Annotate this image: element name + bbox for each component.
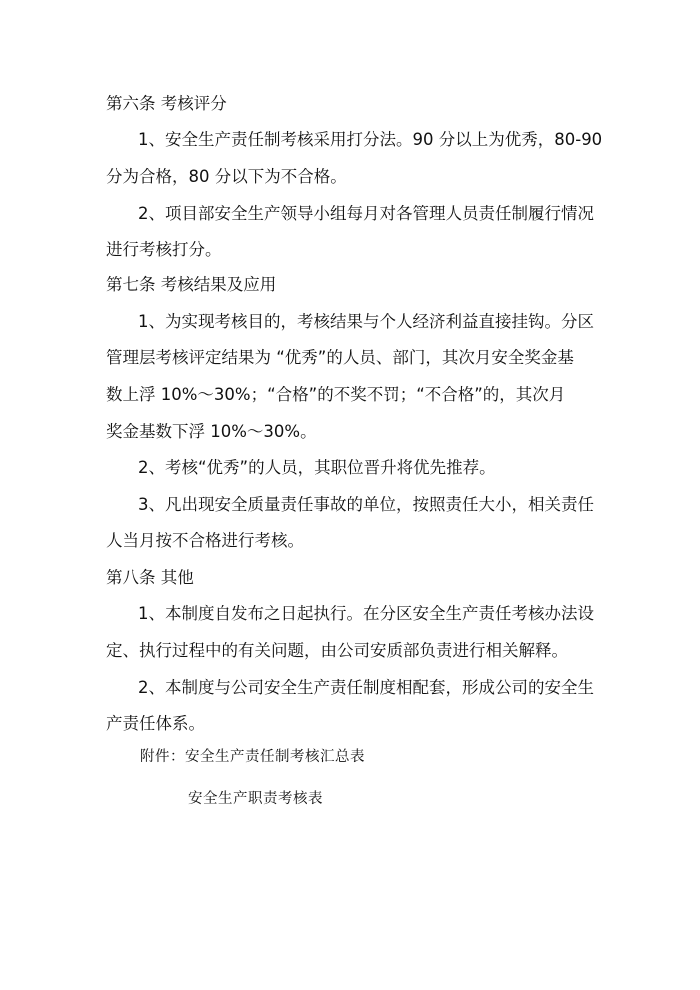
paragraph-line: 管理层考核评定结果为 “优秀”的人员、部门，其次月安全奖金基 <box>106 348 574 367</box>
paragraph-line: 2、项目部安全生产领导小组每月对各管理人员责任制履行情况 <box>138 204 594 223</box>
paragraph-line: 进行考核打分。 <box>106 240 222 259</box>
paragraph-line: 2、考核“优秀”的人员，其职位晋升将优先推荐。 <box>138 458 496 477</box>
paragraph-line: 1、安全生产责任制考核采用打分法。90 分以上为优秀，80-90 <box>138 130 603 149</box>
paragraph-line: 定、执行过程中的有关问题，由公司安质部负责进行相关解释。 <box>106 641 568 660</box>
paragraph-line: 1、为实现考核目的，考核结果与个人经济利益直接挂钩。分区 <box>138 312 594 331</box>
paragraph-line: 1、本制度自发布之日起执行。在分区安全生产责任考核办法设 <box>138 604 594 623</box>
paragraph-line: 人当月按不合格进行考核。 <box>106 531 304 550</box>
section-heading-6: 第六条 考核评分 <box>106 94 227 113</box>
appendix-line-1: 附件：安全生产责任制考核汇总表 <box>140 749 365 765</box>
paragraph-line: 数上浮 10%～30%；“合格”的不奖不罚；“不合格”的，其次月 <box>106 385 566 404</box>
paragraph-line: 分为合格，80 分以下为不合格。 <box>106 167 347 186</box>
section-heading-8: 第八条 其他 <box>106 568 194 587</box>
appendix-line-2: 安全生产职责考核表 <box>188 791 323 807</box>
paragraph-line: 产责任体系。 <box>106 714 205 733</box>
paragraph-line: 2、本制度与公司安全生产责任制度相配套，形成公司的安全生 <box>138 678 594 697</box>
paragraph-line: 3、凡出现安全质量责任事故的单位，按照责任大小，相关责任 <box>138 495 594 514</box>
paragraph-line: 奖金基数下浮 10%～30%。 <box>106 422 317 441</box>
section-heading-7: 第七条 考核结果及应用 <box>106 275 277 294</box>
